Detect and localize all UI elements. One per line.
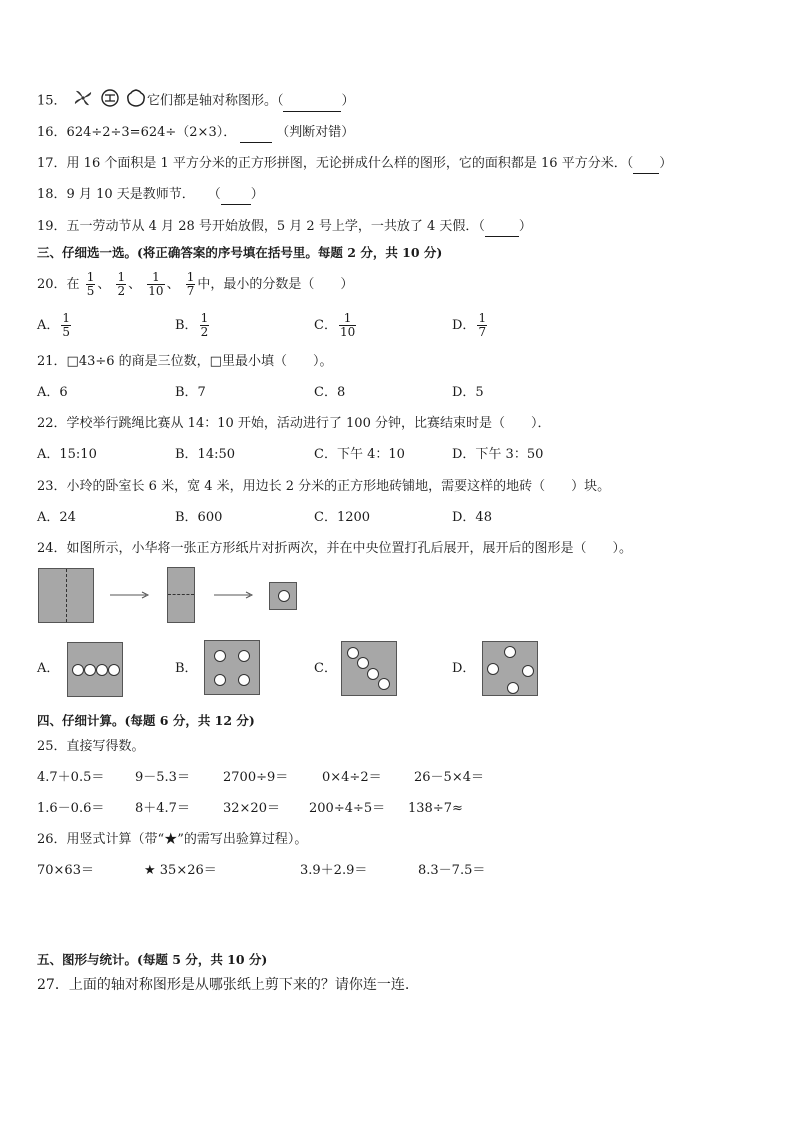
calc-item: 2700÷9＝ xyxy=(223,770,289,785)
q22-option-c[interactable]: C．下午 4：10 xyxy=(314,447,405,462)
question-27: 27．上面的轴对称图形是从哪张纸上剪下来的？请你连一连. xyxy=(37,977,410,993)
question-23: 23．小玲的卧室长 6 米，宽 4 米，用边长 2 分米的正方形地砖铺地，需要这样的地砖（ ）块。 xyxy=(37,479,611,494)
q16-tail: （判断对错） xyxy=(276,125,355,140)
q21-option-a[interactable]: A．6 xyxy=(37,385,68,400)
calc-item: 32×20＝ xyxy=(223,801,280,816)
question-17 xyxy=(37,155,672,174)
q22-option-b[interactable]: B．14:50 xyxy=(175,447,236,462)
q18-text: 18．9 月 10 天是教师节． （ xyxy=(37,187,221,202)
question-19 xyxy=(37,218,532,237)
paper-square xyxy=(38,568,94,623)
q24-option-b-label[interactable]: B． xyxy=(175,661,198,676)
fraction-1-2: $\frac{1}{2}$ xyxy=(117,270,126,298)
question-24: 24．如图所示，小华将一张正方形纸片对折两次，并在中央位置打孔后展开，展开后的图形是（ ）。 xyxy=(37,541,633,556)
q19-text: 19．五一劳动节从 4 月 28 号开始放假，5 月 2 号上学，一共放了 4 天假．（ xyxy=(37,219,485,234)
circle-symbol-icon xyxy=(99,88,121,114)
folded-once-paper xyxy=(167,567,195,623)
section-4-heading: 四、仔细计算。(每题 6 分，共 12 分) xyxy=(37,713,255,728)
calc-item: 0×4÷2＝ xyxy=(322,770,382,785)
flower-outline-icon xyxy=(125,88,147,114)
q17-answer-blank[interactable] xyxy=(633,155,659,174)
section-5-heading: 五、图形与统计。(每题 5 分，共 10 分) xyxy=(37,952,268,967)
vertical-calc-item: ★ 35×26＝ xyxy=(144,863,217,878)
calc-item: 8＋4.7＝ xyxy=(135,801,190,816)
q17-text: 17．用 16 个面积是 1 平方分米的正方形拼图，无论拼成什么样的图形，它的面积都是 16 平方分米．（ xyxy=(37,156,634,171)
q18-answer-blank[interactable] xyxy=(221,186,251,205)
fraction-1-10: $\frac{1}{10}$ xyxy=(148,270,164,298)
question-26: 26．用竖式计算（带“★”的需写出验算过程）。 xyxy=(37,832,308,847)
q21-option-c[interactable]: C．8 xyxy=(314,385,346,400)
q23-option-a[interactable]: A．24 xyxy=(37,510,76,525)
vertical-calc-item: 8.3－7.5＝ xyxy=(418,863,486,878)
q23-option-c[interactable]: C．1200 xyxy=(314,510,371,525)
q20-tail: 中，最小的分数是（ ） xyxy=(197,277,354,292)
vertical-calc-item: 70×63＝ xyxy=(37,863,94,878)
arrow-icon xyxy=(212,590,256,600)
q17-close: ） xyxy=(659,156,673,171)
vertical-calc-item: 3.9＋2.9＝ xyxy=(300,863,368,878)
q21-option-b[interactable]: B．7 xyxy=(175,385,206,400)
q20-lead: 20．在 xyxy=(37,277,80,292)
q18-close: ） xyxy=(250,187,264,202)
q20-option-c[interactable]: C． $\frac{1}{10}$ xyxy=(314,311,356,339)
folded-twice-punched-paper xyxy=(269,582,297,610)
q23-option-b[interactable]: B．600 xyxy=(175,510,223,525)
q15-text: 它们都是轴对称图形。（ xyxy=(146,93,284,109)
fraction-1-5: $\frac{1}{5}$ xyxy=(86,270,95,298)
question-21: 21．□43÷6 的商是三位数，□里最小填（ ）。 xyxy=(37,354,333,369)
calc-item: 200÷4÷5＝ xyxy=(309,801,386,816)
q20-sep: 、 xyxy=(97,277,111,292)
q23-option-d[interactable]: D．48 xyxy=(452,510,492,525)
q20-option-b[interactable]: B． $\frac{1}{2}$ xyxy=(175,311,209,339)
q20-option-a[interactable]: A． $\frac{1}{5}$ xyxy=(37,311,71,339)
fraction-1-7: $\frac{1}{7}$ xyxy=(186,270,195,298)
q19-close: ） xyxy=(518,219,532,234)
question-16 xyxy=(37,124,354,143)
q24-option-a-figure[interactable] xyxy=(67,642,123,697)
question-15 xyxy=(37,88,355,114)
q22-option-a[interactable]: A．15:10 xyxy=(37,447,97,462)
question-22: 22．学校举行跳绳比赛从 14：10 开始，活动进行了 100 分钟，比赛结束时是（ ）． xyxy=(37,416,551,431)
section-3-heading: 三、仔细选一选。(将正确答案的序号填在括号里。每题 2 分，共 10 分) xyxy=(37,245,443,260)
q15-answer-blank[interactable] xyxy=(283,93,341,112)
calc-item: 26－5×4＝ xyxy=(414,770,484,785)
q16-answer-blank[interactable] xyxy=(240,124,272,143)
calc-item: 138÷7≈ xyxy=(408,801,463,816)
q15-close: ） xyxy=(341,93,355,109)
q24-option-d-figure[interactable] xyxy=(482,641,538,696)
q20-option-d[interactable]: D． $\frac{1}{7}$ xyxy=(452,311,487,339)
q20-sep: 、 xyxy=(166,277,180,292)
q24-option-b-figure[interactable] xyxy=(204,640,260,695)
calc-item: 9－5.3＝ xyxy=(135,770,190,785)
q24-option-a-label[interactable]: A． xyxy=(37,661,60,676)
question-18 xyxy=(37,186,264,205)
q20-sep: 、 xyxy=(128,277,142,292)
q24-option-d-label[interactable]: D． xyxy=(452,661,476,676)
q24-option-c-label[interactable]: C． xyxy=(314,661,337,676)
q19-answer-blank[interactable] xyxy=(485,218,519,237)
arrow-icon xyxy=(108,590,152,600)
q15-number: 15． xyxy=(37,93,67,109)
pinwheel-icon xyxy=(71,88,95,114)
q24-option-c-figure[interactable] xyxy=(341,641,397,696)
q16-text: 16．624÷2÷3=624÷（2×3）． xyxy=(37,125,237,140)
calc-item: 4.7＋0.5＝ xyxy=(37,770,105,785)
question-20 xyxy=(37,265,353,305)
q21-option-d[interactable]: D．5 xyxy=(452,385,484,400)
question-25: 25．直接写得数。 xyxy=(37,739,145,754)
calc-item: 1.6－0.6＝ xyxy=(37,801,105,816)
punch-hole xyxy=(278,590,290,602)
q22-option-d[interactable]: D．下午 3：50 xyxy=(452,447,544,462)
